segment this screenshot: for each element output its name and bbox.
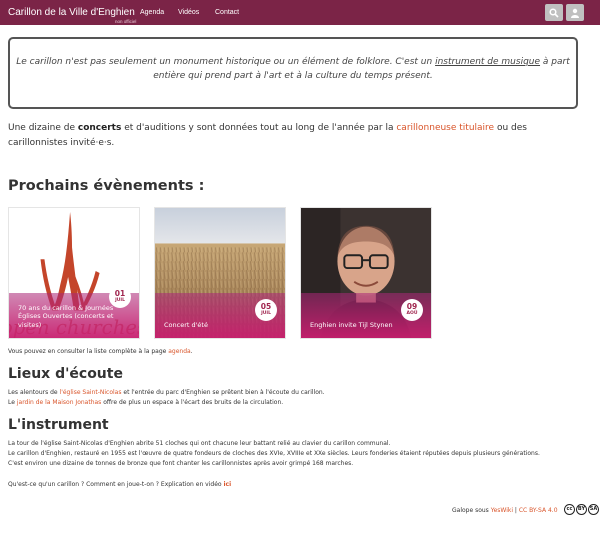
nav-link-videos[interactable]: Vidéos [178,9,200,16]
search-icon [549,8,559,18]
listening-line-1: Les alentours de l'église Saint-Nicolas et l'entrée du parc d'Enghien se prêtent bien à l'écoute du carillon. [8,389,325,396]
search-button[interactable] [545,4,563,21]
video-line: Qu'est-ce qu'un carillon ? Comment en joue-t-on ? Explication en vidéo ici [8,481,232,488]
quote-text: Le carillon n'est pas seulement un monument historique ou un élément de folklore. C'est un instrument de musique à part entière qui prend part à l'art et à la culture du temps présent. [16,57,570,81]
instrument-heading: L'instrument [8,417,109,433]
nav-link-agenda[interactable]: Agenda [140,9,165,16]
by-icon: BY [576,504,587,515]
eglise-link[interactable]: l'église Saint-Nicolas [59,389,122,396]
intro-paragraph: Une dizaine de concerts et d'auditions y sont données tout au long de l'année par la carillonneuse titulaire ou des carillonnistes invité·e·s. [8,123,527,148]
event-card[interactable] [154,207,286,339]
carillonneuse-link[interactable]: carillonneuse titulaire [396,123,495,133]
footer-text: Galope sous YesWiki | CC BY-SA 4.0 [452,507,558,514]
date-badge: 09 AOÛ [401,299,423,321]
user-icon [570,8,580,18]
event-title: Concert d'été [164,320,208,329]
yeswiki-link[interactable]: YesWiki [490,507,514,514]
instrument-line-2: Le carillon d'Enghien, restauré en 1955 est l'œuvre de quatre fondeurs de cloches des XVIe, XVIIIe et XXe siècles. Leurs fonderies étaient réputées depuis plusieurs générations. [8,450,540,457]
instrument-link[interactable]: instrument de musique [435,57,541,67]
date-badge: 05 JUIL [255,299,277,321]
cc-icon: cc [564,504,575,515]
event-card[interactable] [8,207,140,339]
brand-subtitle: non officiel [115,19,137,24]
sa-icon: SA [588,504,599,515]
listening-line-2: Le jardin de la Maison Jonathas offre de plus un espace à l'écart des bruits de la circulation. [8,399,284,406]
user-button[interactable] [566,4,584,21]
instrument-line-1: La tour de l'église Saint-Nicolas d'Enghien abrite 51 cloches qui ont chacune leur battant relié au clavier du carillon communal. [8,440,391,447]
event-title: Enghien invite Tijl Stynen [310,320,393,329]
navbar [0,0,600,25]
event-card[interactable] [300,207,432,339]
event-title: 70 ans du carillon & Journées Églises Ouvertes (concerts et visites) [18,303,114,329]
agenda-note: Vous pouvez en consulter la liste complète à la page agenda. [8,348,193,355]
license-link[interactable]: CC BY-SA 4.0 [518,507,558,514]
date-badge: 01 JUIL [109,286,131,308]
quote-box [8,37,578,109]
events-heading: Prochains évènements : [8,178,205,194]
agenda-link[interactable]: agenda [168,348,191,355]
jardin-link[interactable]: jardin de la Maison Jonathas [16,399,102,406]
instrument-line-3: C'est environ une dizaine de tonnes de bronze que font chanter les carillonnistes après avoir grimpé 168 marches. [8,460,354,467]
nav-link-contact[interactable]: Contact [215,9,240,16]
listening-heading: Lieux d'écoute [8,366,123,382]
video-link[interactable]: ici [223,481,232,488]
site-brand[interactable]: Carillon de la Ville d'Enghien [8,7,135,18]
